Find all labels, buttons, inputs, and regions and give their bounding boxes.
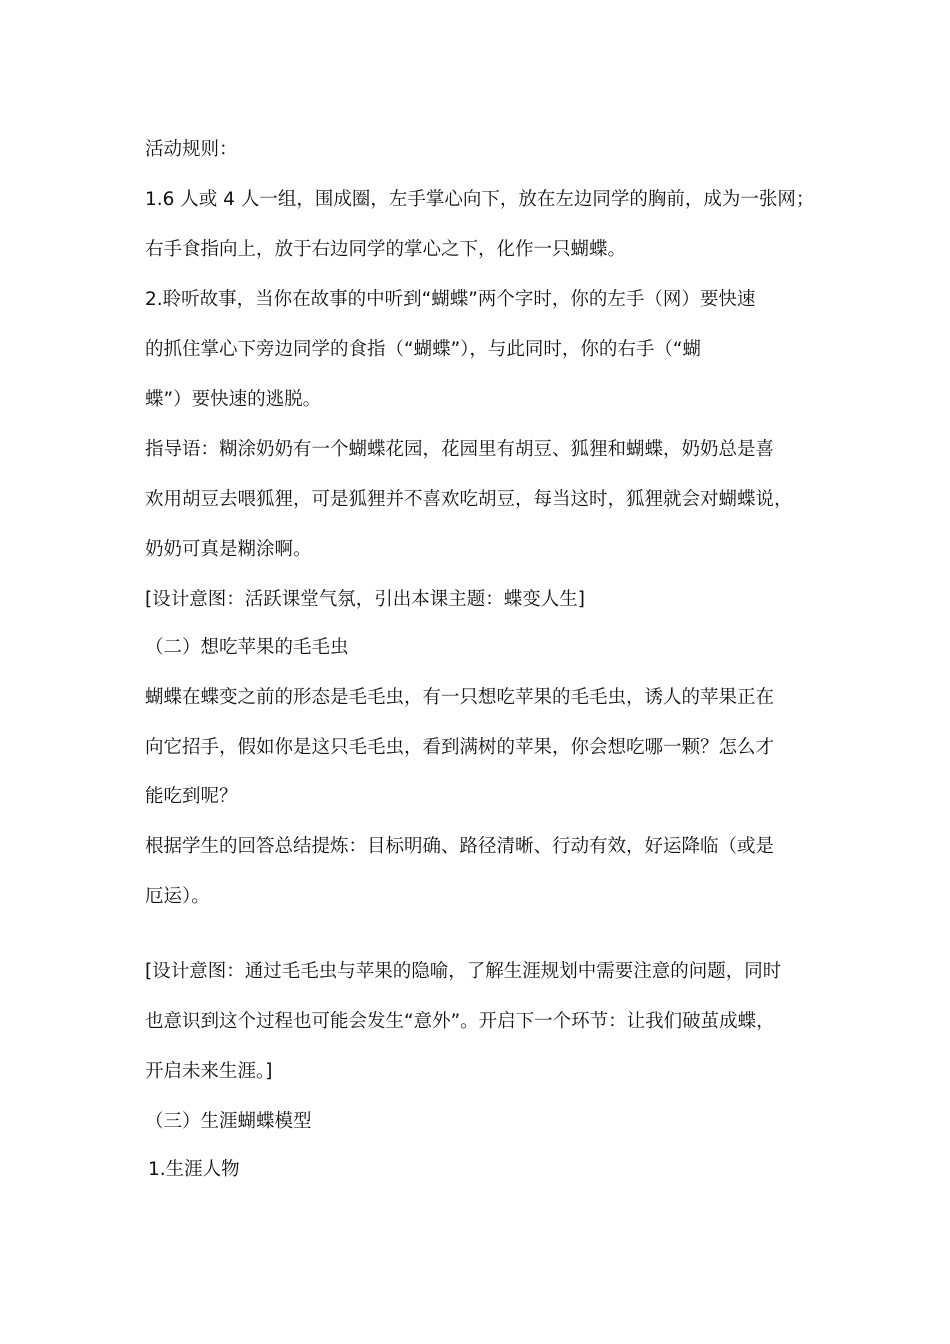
text-line: 1.6 人或 4 人一组，围成圈，左手掌心向下，放在左边同学的胸前，成为一张网； (145, 189, 815, 210)
text-line: 也意识到这个过程也可能会发生“意外”。开启下一个环节：让我们破茧成蝶， (145, 1011, 775, 1032)
text-line: 蝴蝶在蝶变之前的形态是毛毛虫，有一只想吃苹果的毛毛虫，诱人的苹果正在 (145, 687, 775, 708)
text-line: 向它招手，假如你是这只毛毛虫，看到满树的苹果，你会想吃哪一颗？怎么才 (145, 737, 775, 758)
section-heading: （二）想吃苹果的毛毛虫 (145, 637, 349, 658)
text-line: 蝶”）要快速的逃脱。 (145, 389, 322, 410)
text-line: 2.聆听故事，当你在故事的中听到“蝴蝶”两个字时，你的左手（网）要快速 (145, 289, 756, 310)
text-line: 根据学生的回答总结提炼：目标明确、路径清晰、行动有效，好运降临（或是 (145, 836, 775, 857)
text-line: 欢用胡豆去喂狐狸，可是狐狸并不喜欢吃胡豆，每当这时，狐狸就会对蝴蝶说， (145, 489, 793, 510)
text-line: 的抓住掌心下旁边同学的食指（“蝴蝶”），与此同时，你的右手（“蝴 (145, 339, 702, 360)
text-line: [设计意图：通过毛毛虫与苹果的隐喻，了解生涯规划中需要注意的问题，同时 (145, 961, 782, 982)
text-line: 能吃到呢？ (145, 786, 238, 807)
text-line: 右手食指向上，放于右边同学的掌心之下，化作一只蝴蝶。 (145, 239, 627, 260)
subsection-heading: 1.生涯人物 (148, 1159, 240, 1180)
text-line: [设计意图：活跃课堂气氛，引出本课主题：蝶变人生] (145, 589, 585, 610)
text-line: 厄运）。 (145, 886, 210, 907)
text-line: 活动规则： (145, 139, 238, 160)
text-line: 奶奶可真是糊涂啊。 (145, 539, 312, 560)
text-line: 指导语：糊涂奶奶有一个蝴蝶花园，花园里有胡豆、狐狸和蝴蝶，奶奶总是喜 (145, 439, 775, 460)
text-line: 开启未来生涯。] (145, 1061, 273, 1082)
section-heading: （三）生涯蝴蝶模型 (145, 1111, 312, 1132)
